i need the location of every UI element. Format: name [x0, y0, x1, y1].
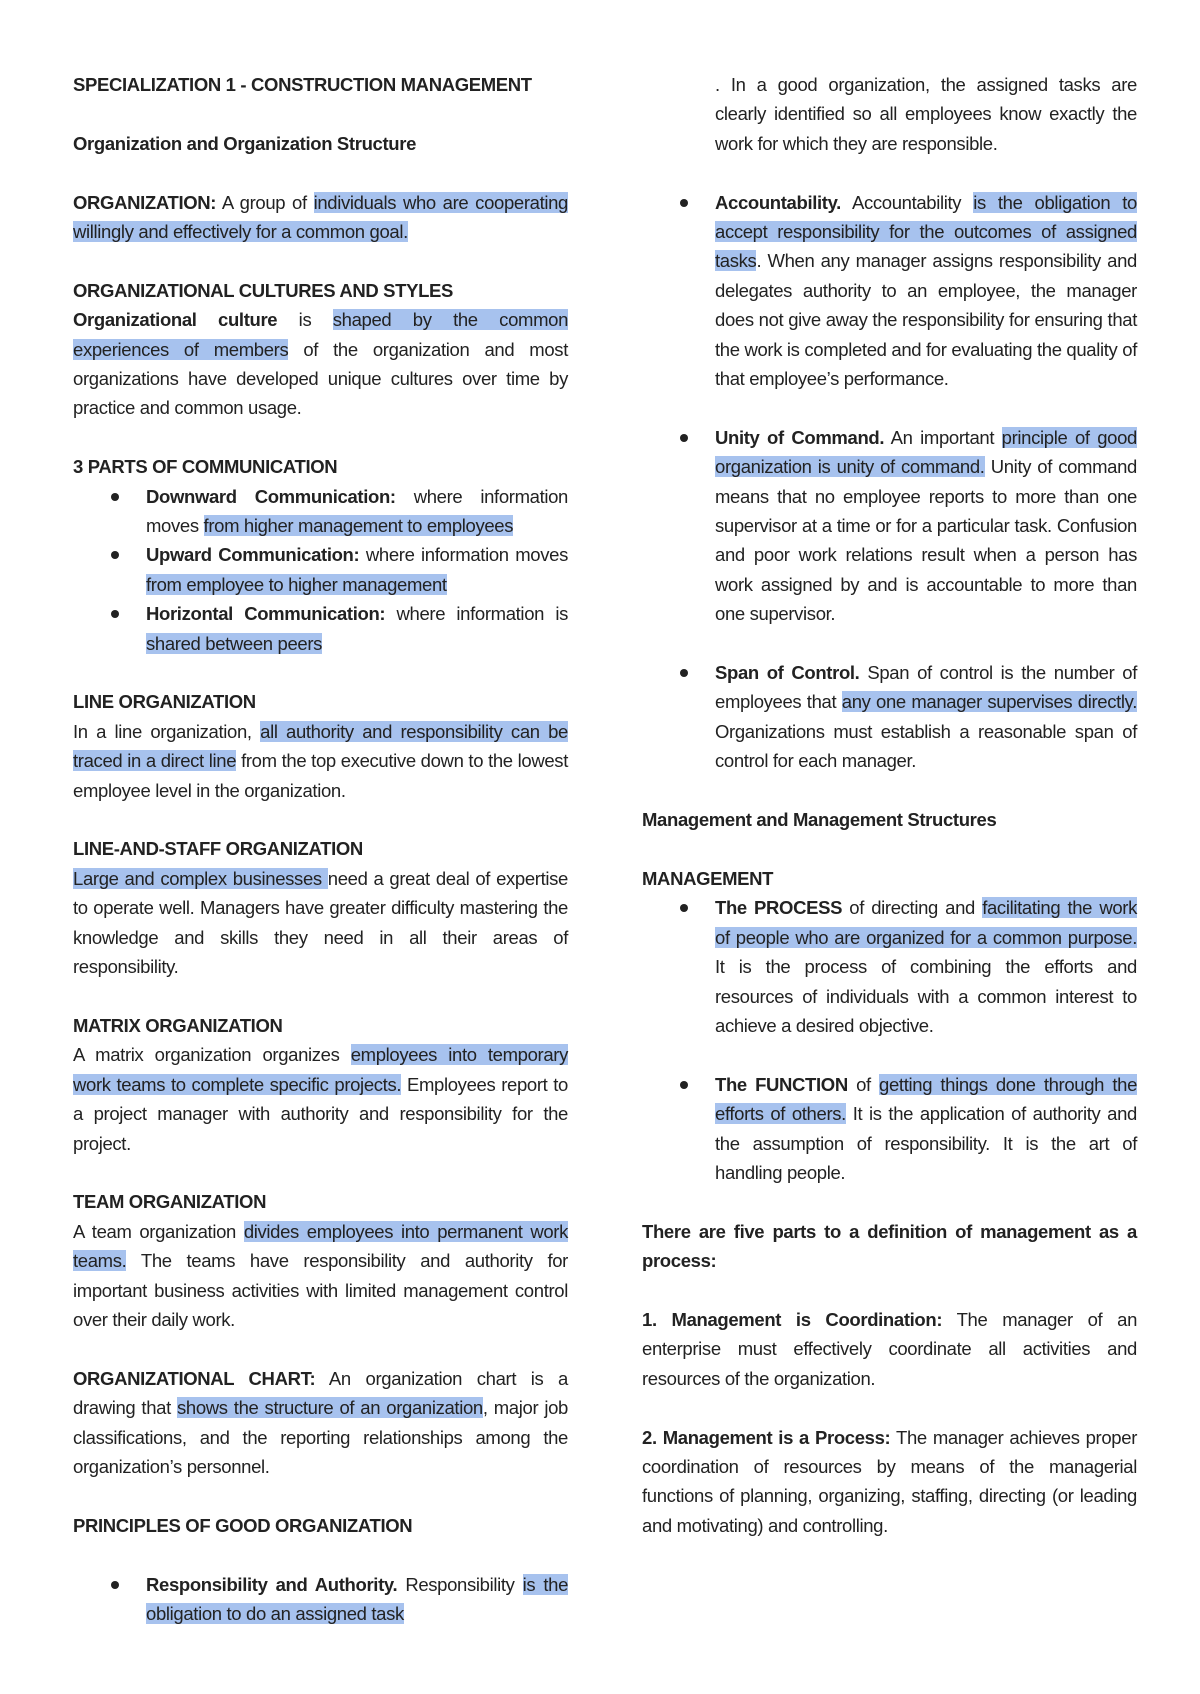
matrix-pre: A matrix organization organizes	[73, 1044, 351, 1066]
item-highlight: from higher management to employees	[203, 515, 514, 537]
organization-label: ORGANIZATION:	[73, 191, 217, 213]
unity-post: Unity of command means that no employee reports to more than one supervisor at a time or for a particular task. Confusion and poor work relations result when a person has work assigned by and is accountable to more than one supervisor.	[715, 456, 1137, 625]
line-org-pre: In a line organization,	[73, 720, 261, 742]
management-heading: MANAGEMENT	[642, 867, 774, 889]
cultures-term: Organizational culture	[73, 309, 278, 331]
list-item	[73, 599, 568, 658]
item-pre: where information moves	[146, 485, 568, 537]
organization-highlight: individuals who are cooperating willingly and effectively for a common goal.	[73, 191, 568, 242]
management-list	[642, 893, 1137, 1187]
span-highlight: any one manager supervises directly.	[841, 691, 1137, 713]
communication-heading: 3 PARTS OF COMMUNICATION	[73, 456, 338, 478]
item-term: Horizontal Communication:	[146, 603, 386, 625]
team-post: The teams have responsibility and authority for important business activities with limited management control over their daily work.	[73, 1250, 568, 1330]
bullet-icon	[111, 493, 119, 501]
line-staff-heading: LINE-AND-STAFF ORGANIZATION	[73, 838, 363, 860]
bullet-icon	[111, 551, 119, 559]
line-org-heading: LINE ORGANIZATION	[73, 691, 256, 713]
part-2-text: The manager achieves proper coordination of resources by means of the managerial functions of planning, organizing, staffing, directing (or leading and motivating) and controlling.	[642, 1426, 1137, 1536]
bullet-icon	[111, 610, 119, 618]
accountability-term: Accountability.	[715, 191, 841, 213]
team-section	[73, 1187, 568, 1334]
communication-list	[73, 482, 568, 658]
org-chart-highlight: shows the structure of an organization	[177, 1397, 483, 1419]
list-item	[73, 540, 568, 599]
span-term: Span of Control.	[715, 662, 860, 684]
list-item	[642, 188, 1137, 394]
communication-section	[73, 452, 568, 658]
process-pre: of directing and	[842, 897, 983, 919]
line-org-text	[73, 717, 568, 805]
part-2-term: 2. Management is a Process:	[642, 1426, 891, 1448]
team-heading: TEAM ORGANIZATION	[73, 1191, 267, 1213]
part-1-text: The manager of an enterprise must effectively coordinate all activities and resources of the organization.	[642, 1308, 1138, 1389]
line-staff-highlight: Large and complex businesses	[73, 867, 328, 889]
matrix-text	[73, 1040, 568, 1158]
list-item	[642, 423, 1137, 629]
resp-pre: Responsibility	[397, 1573, 523, 1595]
resp-continued-text: . In a good organization, the assigned tasks are clearly identified so all employees know exactly the work for which they are responsible.	[715, 74, 1137, 154]
matrix-post: Employees report to a project manager with authority and responsibility for the project.	[73, 1073, 569, 1154]
part-2	[642, 1423, 1137, 1541]
cultures-post: of the organization and most organizations have developed unique cultures over time by practice and common usage.	[73, 338, 568, 419]
organization-pre: A group of	[216, 191, 314, 213]
principles-list-right	[642, 188, 1137, 776]
process-term: The PROCESS	[715, 897, 843, 919]
line-staff-section	[73, 834, 568, 981]
item-term: Downward Communication:	[146, 485, 396, 507]
bullet-icon	[680, 904, 688, 912]
cultures-text	[73, 305, 568, 423]
line-staff-post: need a great deal of expertise to operate well. Managers have greater difficulty mastering the knowledge and skills they need in all their areas of responsibility.	[73, 867, 568, 978]
team-pre: A team organization	[73, 1220, 244, 1242]
list-item	[642, 658, 1137, 776]
matrix-section	[73, 1011, 568, 1158]
span-post: Organizations must establish a reasonable span of control for each manager.	[715, 720, 1137, 772]
item-highlight: shared between peers	[146, 632, 323, 654]
accountability-highlight: is the obligation to accept responsibility for the outcomes of assigned tasks	[715, 191, 1137, 272]
function-pre: of	[847, 1073, 880, 1095]
function-highlight: getting things done through the efforts of others.	[715, 1073, 1138, 1125]
org-chart-post: , major job classifications, and the reporting relationships among the organization’s personnel.	[73, 1397, 568, 1477]
cultures-pre: is	[277, 309, 333, 331]
organization-definition	[73, 188, 568, 247]
resp-term: Responsibility and Authority.	[146, 1573, 398, 1595]
bullet-icon	[111, 1581, 119, 1589]
line-org-post: from the top executive down to the lowest employee level in the organization.	[73, 750, 568, 801]
item-pre: where information is	[385, 603, 568, 625]
org-chart-definition	[73, 1364, 568, 1482]
list-item	[642, 893, 1137, 1040]
resp-highlight: is the obligation to do an assigned task	[146, 1573, 568, 1624]
accountability-pre: Accountability	[840, 191, 974, 213]
item-pre: where information moves	[359, 544, 568, 566]
bullet-icon	[680, 1081, 688, 1089]
cultures-highlight: shaped by the common experiences of members	[73, 309, 569, 360]
part-1-term: 1. Management is Coordination:	[642, 1308, 943, 1330]
line-org-highlight: all authority and responsibility can be traced in a direct line	[73, 720, 568, 772]
unity-pre: An important	[884, 426, 1002, 448]
document-title: SPECIALIZATION 1 - CONSTRUCTION MANAGEMENT	[73, 74, 532, 95]
span-pre: Span of control is the number of employees that	[715, 662, 1138, 713]
section-heading-organization: Organization and Organization Structure	[73, 132, 417, 154]
section-heading-management: Management and Management Structures	[642, 809, 997, 831]
accountability-post: . When any manager assigns responsibility and delegates authority to an employee, the manager does not give away the responsibility for ensuring that the work is completed and for evaluating the quality of that employee’s performance.	[715, 250, 1137, 390]
item-term: Upward Communication:	[146, 544, 360, 566]
unity-term: Unity of Command.	[715, 426, 885, 448]
bullet-icon	[680, 434, 688, 442]
process-post: It is the process of combining the efforts and resources of individuals with a common interest to achieve a desired objective.	[715, 956, 1137, 1036]
right-column	[642, 70, 1137, 1570]
five-parts-heading: There are five parts to a definition of management as a process:	[642, 1220, 1137, 1272]
matrix-heading: MATRIX ORGANIZATION	[73, 1014, 283, 1036]
line-staff-text	[73, 864, 568, 982]
org-chart-pre: An organization chart is a drawing that	[73, 1367, 568, 1419]
list-item	[73, 1570, 568, 1629]
bullet-icon	[680, 669, 688, 677]
list-item	[642, 1070, 1137, 1188]
item-highlight: from employee to higher management	[146, 573, 447, 595]
list-item	[73, 482, 568, 541]
cultures-section	[73, 276, 568, 423]
principles-heading: PRINCIPLES OF GOOD ORGANIZATION	[73, 1514, 413, 1536]
principles-list-left	[73, 1570, 568, 1629]
resp-continuation	[715, 70, 1137, 158]
left-column	[73, 70, 568, 1628]
team-text	[73, 1217, 568, 1335]
org-chart-label: ORGANIZATIONAL CHART:	[73, 1367, 316, 1389]
function-post: It is the application of authority and the assumption of responsibility. It is the art of handling people.	[715, 1103, 1137, 1183]
matrix-highlight: employees into temporary work teams to complete specific projects.	[73, 1044, 569, 1095]
part-1	[642, 1305, 1137, 1393]
cultures-heading: ORGANIZATIONAL CULTURES AND STYLES	[73, 279, 454, 301]
team-highlight: divides employees into permanent work teams.	[73, 1220, 568, 1272]
bullet-icon	[680, 199, 688, 207]
process-highlight: facilitating the work of people who are organized for a common purpose.	[715, 897, 1137, 948]
unity-highlight: principle of good organization is unity of command.	[715, 426, 1137, 478]
line-organization-section	[73, 687, 568, 805]
function-term: The FUNCTION	[715, 1073, 848, 1095]
